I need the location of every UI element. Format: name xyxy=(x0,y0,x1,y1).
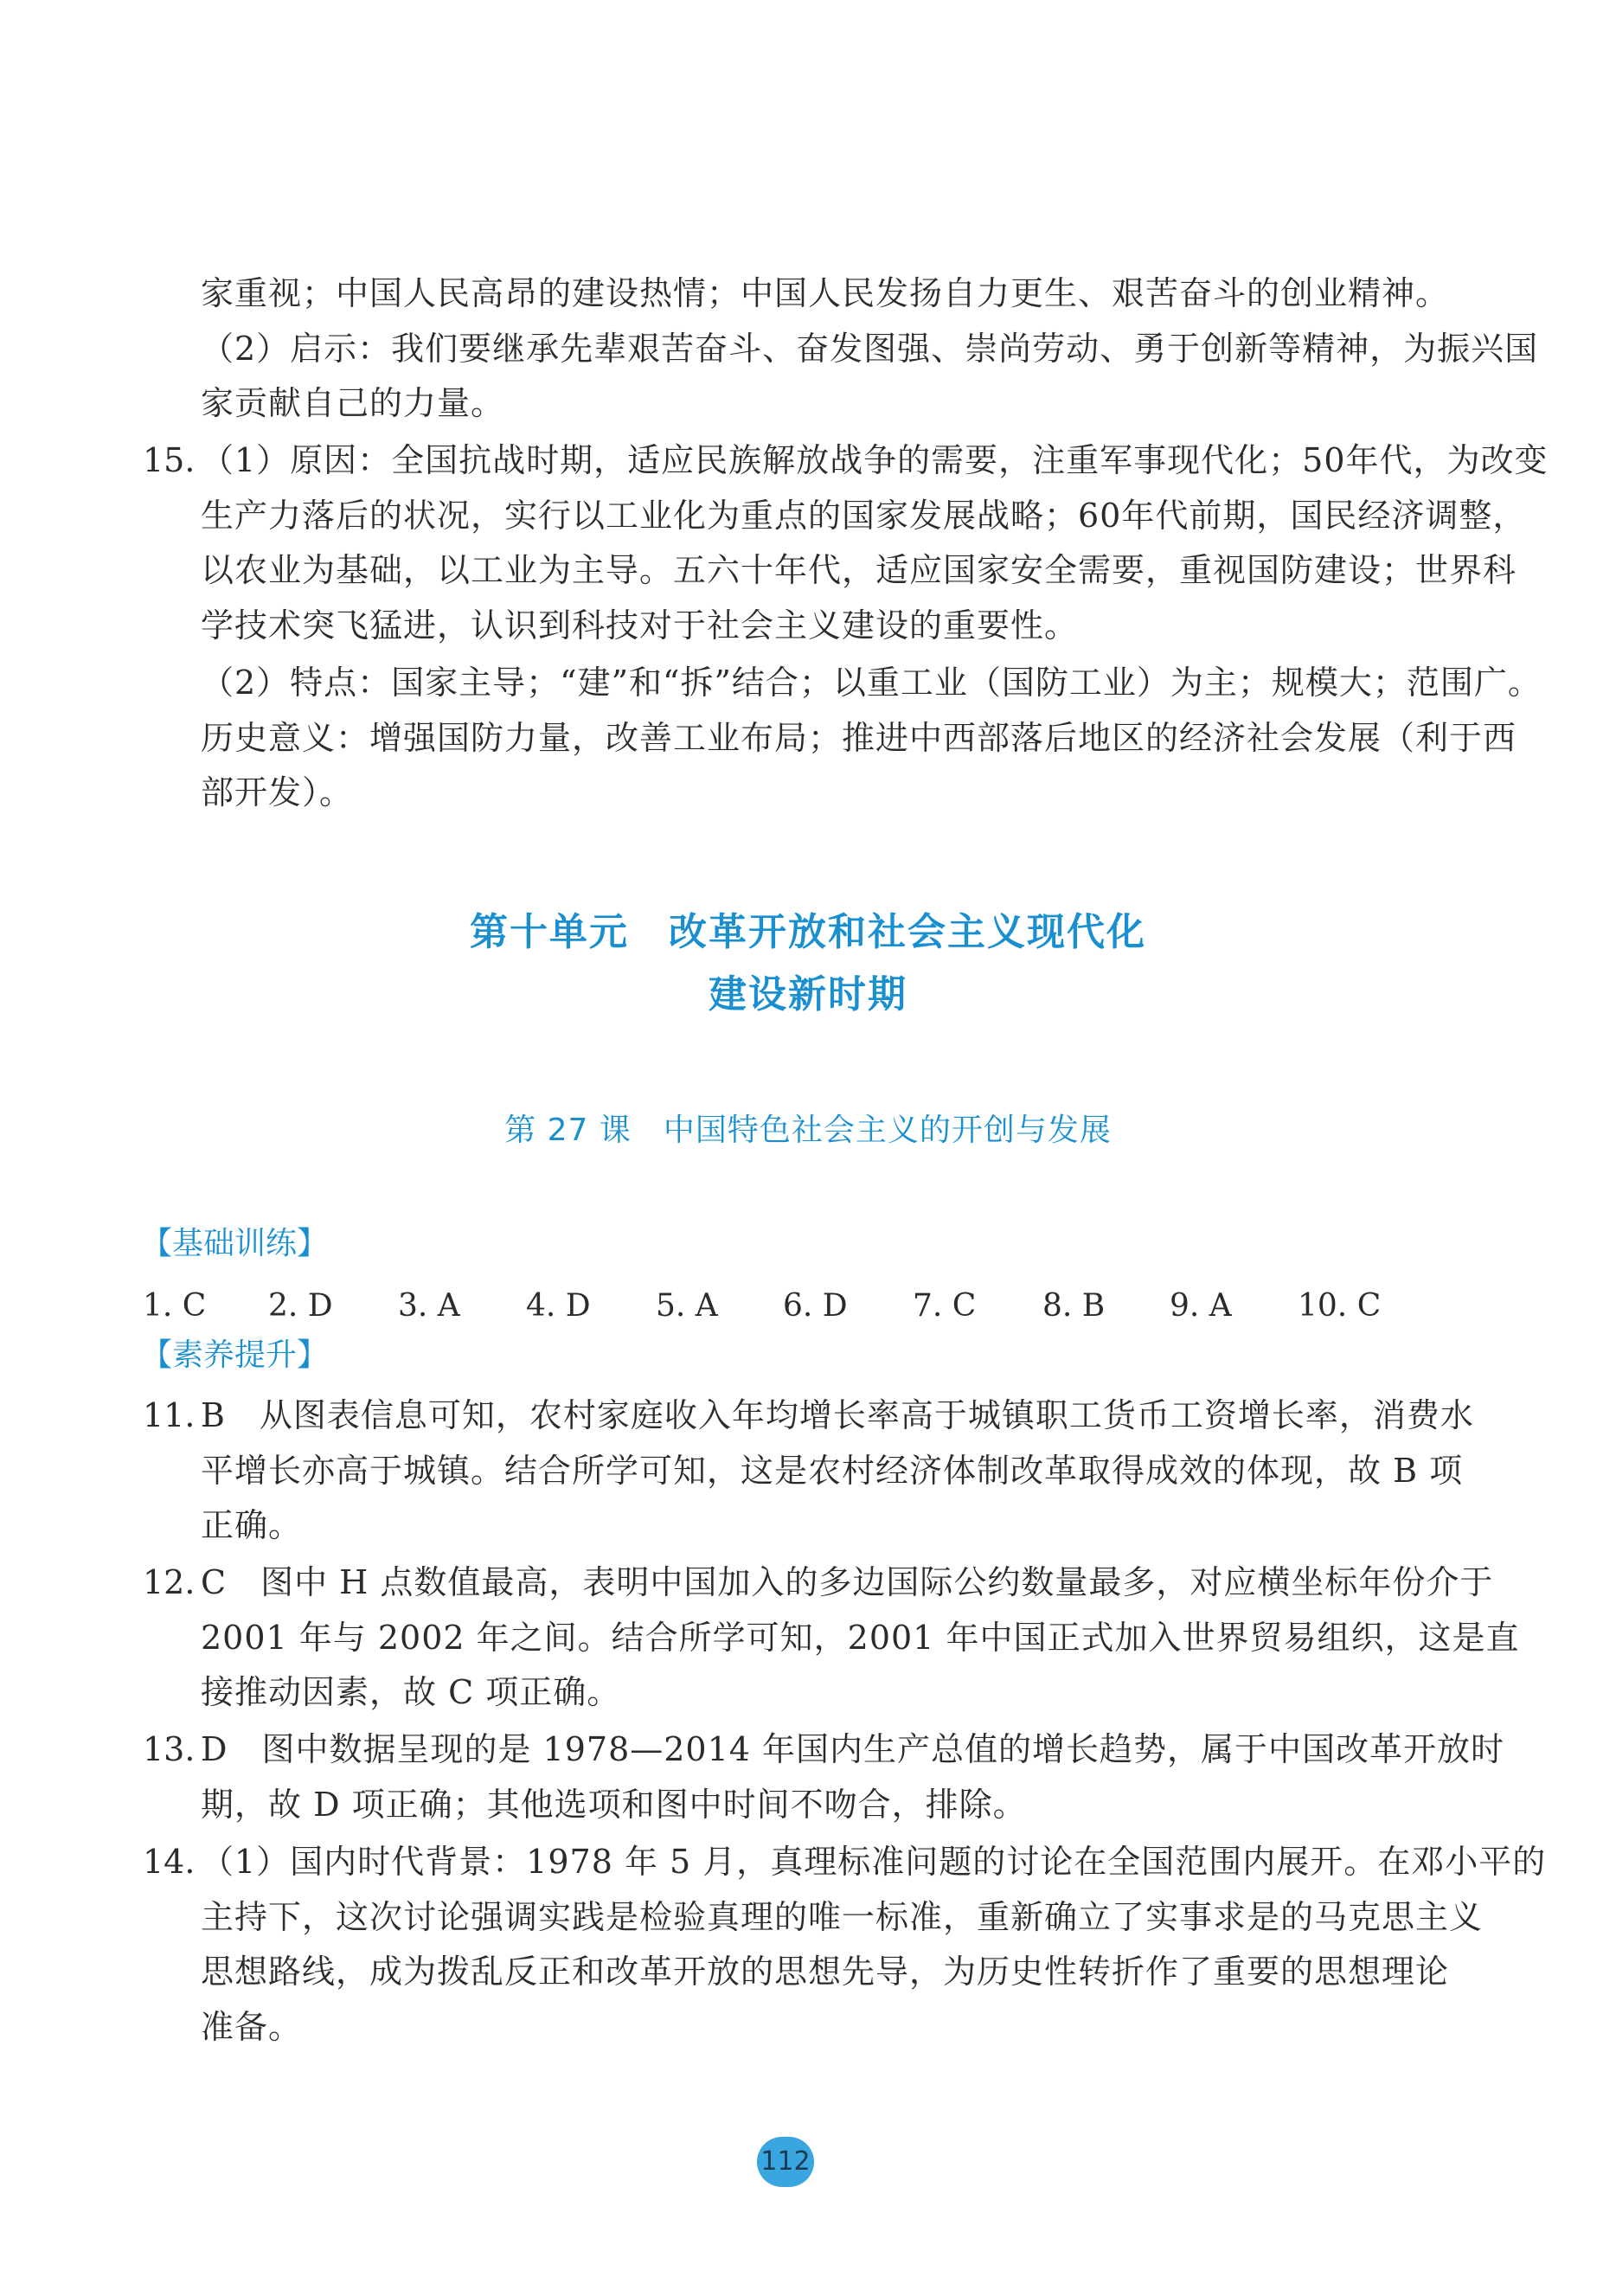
unit-title: 第十单元 改革开放和社会主义现代化 xyxy=(470,910,1146,954)
mc-answer: 3. A xyxy=(398,1288,460,1324)
text-line: 学技术突飞猛进，认识到科技对于社会主义建设的重要性。 xyxy=(201,606,1079,645)
text-line: 历史意义：增强国防力量，改善工业布局；推进中西部落后地区的经济社会发展（利于西 xyxy=(201,719,1517,757)
unit-subtitle: 建设新时期 xyxy=(709,972,907,1017)
text-line: 部开发）。 xyxy=(201,773,354,811)
text-line: 2001 年与 2002 年之间。结合所学可知，2001 年中国正式加入世界贸易组织，这是直 xyxy=(201,1619,1520,1657)
text-line: 接推动因素，故 C 项正确。 xyxy=(201,1673,621,1711)
text-line: （2）特点：国家主导；“建”和“拆”结合；以重工业（国防工业）为主；规模大；范围广。 xyxy=(201,664,1542,702)
text-line: 家贡献自己的力量。 xyxy=(201,384,505,422)
lesson-title: 第 27 课 中国特色社会主义的开创与发展 xyxy=(504,1113,1112,1148)
section-advanced: 【素养提升】 xyxy=(141,1337,329,1373)
text-line: 以农业为基础，以工业为主导。五六十年代，适应国家安全需要，重视国防建设；世界科 xyxy=(201,551,1517,589)
text-line: 准备。 xyxy=(201,2008,303,2046)
text-line: （1）原因：全国抗战时期，适应民族解放战争的需要，注重军事现代化；50年代，为改变 xyxy=(201,441,1549,479)
mc-answer: 5. A xyxy=(656,1288,718,1324)
text-line: 平增长亦高于城镇。结合所学可知，这是农村经济体制改革取得成效的体现，故 B 项 xyxy=(201,1452,1464,1490)
text-line: 期，故 D 项正确；其他选项和图中时间不吻合，排除。 xyxy=(201,1786,1027,1824)
text-line: B 从图表信息可知，农村家庭收入年均增长率高于城镇职工货币工资增长率，消费水 xyxy=(201,1396,1474,1434)
question-number: 15. xyxy=(143,441,196,479)
text-line: D 图中数据呈现的是 1978—2014 年国内生产总值的增长趋势，属于中国改革开放时 xyxy=(201,1730,1505,1768)
mc-answer: 4. D xyxy=(526,1288,591,1324)
mc-answer: 9. A xyxy=(1170,1288,1232,1324)
question-number: 11. xyxy=(143,1396,196,1434)
question-number: 12. xyxy=(143,1563,196,1601)
text-line: C 图中 H 点数值最高，表明中国加入的多边国际公约数量最多，对应横坐标年份介于 xyxy=(201,1563,1494,1601)
mc-answer: 6. D xyxy=(783,1288,848,1324)
mc-answer: 7. C xyxy=(913,1288,977,1324)
question-number: 14. xyxy=(143,1843,196,1881)
question-number: 13. xyxy=(143,1730,196,1768)
section-basic-training: 【基础训练】 xyxy=(141,1226,329,1261)
text-line: 主持下，这次讨论强调实践是检验真理的唯一标准，重新确立了实事求是的马克思主义 xyxy=(201,1898,1484,1936)
mc-answer: 2. D xyxy=(268,1288,333,1324)
mc-answer: 1. C xyxy=(143,1288,207,1324)
text-line: 正确。 xyxy=(201,1506,303,1544)
mc-answer: 10. C xyxy=(1298,1288,1382,1324)
mc-answer: 8. B xyxy=(1042,1288,1106,1324)
text-line: （1）国内时代背景：1978 年 5 月，真理标准问题的讨论在全国范围内展开。在邓小平的 xyxy=(201,1843,1547,1881)
text-line: （2）启示：我们要继承先辈艰苦奋斗、奋发图强、崇尚劳动、勇于创新等精神，为振兴国 xyxy=(201,330,1539,368)
text-line: 家重视；中国人民高昂的建设热情；中国人民发扬自力更生、艰苦奋斗的创业精神。 xyxy=(201,274,1450,312)
page-number-badge: 112 xyxy=(757,2137,814,2187)
text-line: 思想路线，成为拨乱反正和改革开放的思想先导，为历史性转折作了重要的思想理论 xyxy=(201,1953,1450,1991)
text-line: 生产力落后的状况，实行以工业化为重点的国家发展战略；60年代前期，国民经济调整， xyxy=(201,497,1527,535)
